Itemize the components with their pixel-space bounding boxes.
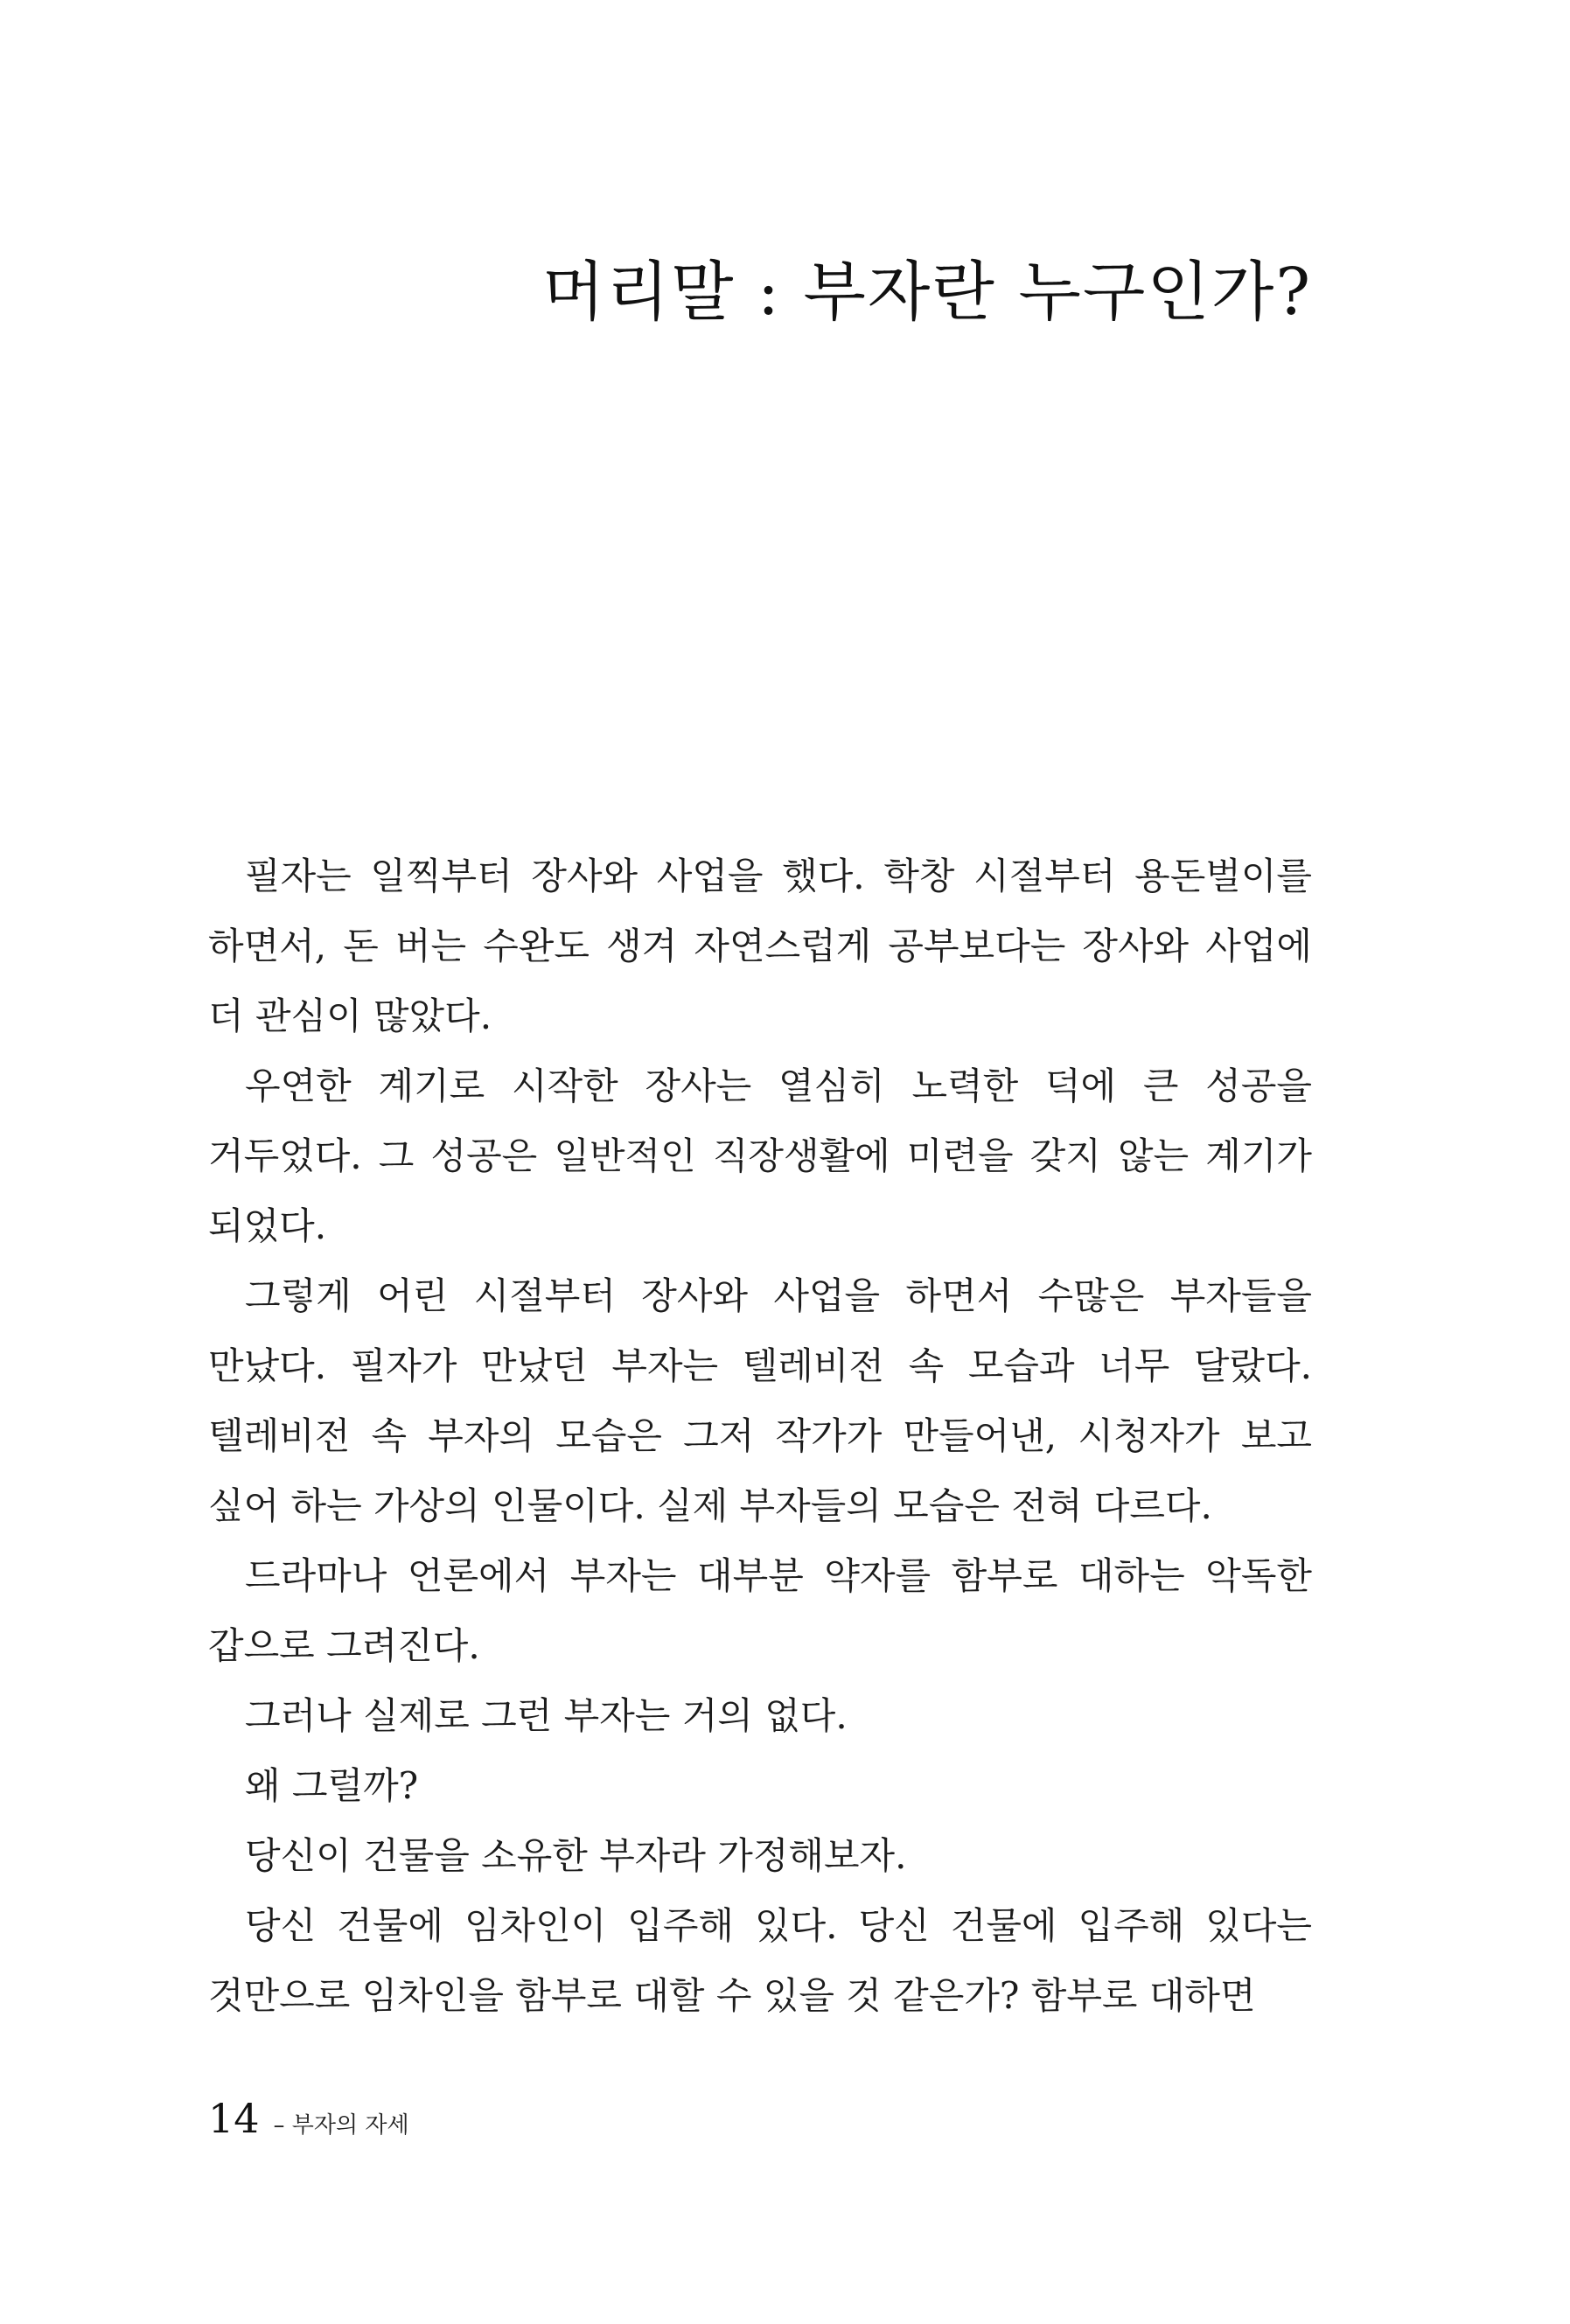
paragraph: 당신 건물에 임차인이 입주해 있다. 당신 건물에 입주해 있다는 것만으로 임차인을 함부로 대할 수 있을 것 같은가? 함부로 대하면 [208,1904,1312,2017]
page-footer [208,2095,409,2142]
running-head: – 부자의 자세 [273,2112,409,2139]
paragraph: 왜 그럴까? [245,1764,419,1807]
paragraph: 그러나 실제로 그런 부자는 거의 없다. [245,1694,848,1737]
page-number: 14 [208,2095,260,2142]
paragraph: 그렇게 어린 시절부터 장사와 사업을 하면서 수많은 부자들을 만났다. 필자가 만났던 부자는 텔레비전 속 모습과 너무 달랐다. 텔레비전 속 부자의 모습은 그저 작가가 만들어낸, 시청자가 보고 싶어 하는 가상의 인물이다. 실제 부자들의 모습은 전혀 다르다. [208,1274,1312,1527]
paragraph: 필자는 일찍부터 장사와 사업을 했다. 학창 시절부터 용돈벌이를 하면서, 돈 버는 수완도 생겨 자연스럽게 공부보다는 장사와 사업에 더 관심이 많았다. [208,855,1312,1037]
paragraph: 드라마나 언론에서 부자는 대부분 약자를 함부로 대하는 악독한 갑으로 그려진다. [208,1554,1312,1667]
body-text [208,841,1312,2031]
paragraph: 우연한 계기로 시작한 장사는 열심히 노력한 덕에 큰 성공을 거두었다. 그 성공은 일반적인 직장생활에 미련을 갖지 않는 계기가 되었다. [208,1064,1312,1247]
chapter-title: 머리말 : 부자란 누구인가? [542,255,1313,330]
paragraph: 당신이 건물을 소유한 부자라 가정해보자. [245,1834,907,1877]
